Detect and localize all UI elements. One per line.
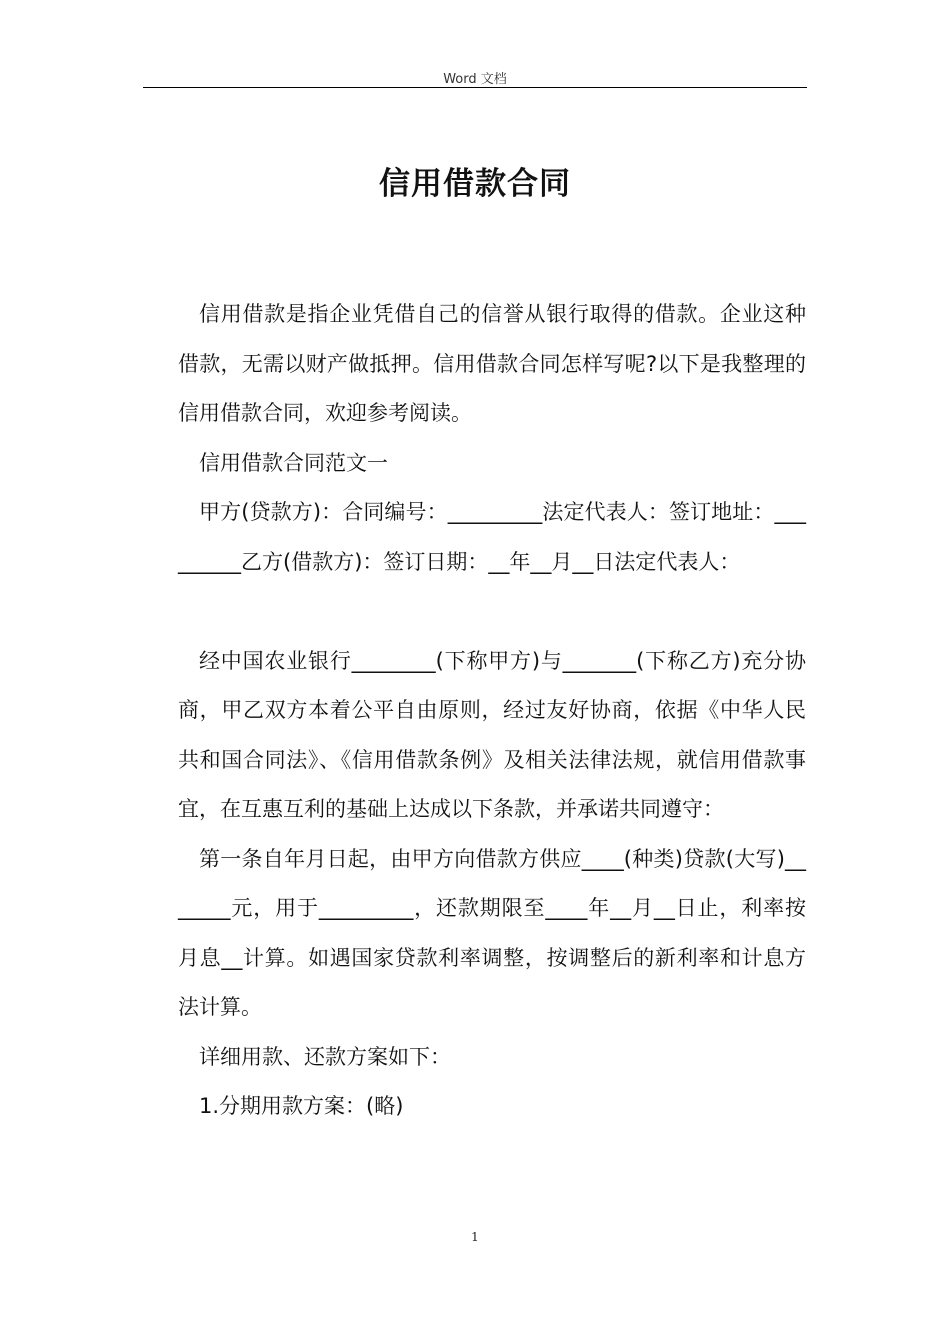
intro-paragraph: 信用借款是指企业凭借自己的信誉从银行取得的借款。企业这种借款，无需以财产做抵押。信用借款合同怎样写呢?以下是我整理的信用借款合同，欢迎参考阅读。 xyxy=(178,302,806,425)
article-one-paragraph: 第一条自年月日起，由甲方向借款方供应____(种类)贷款(大写)_______元，用于_________，还款期限至____年__月__日止，利率按月息__计算。如遇国家贷款利率调整，按调整后的新利率和计息方法计算。 xyxy=(178,846,806,1019)
document-title: 信用借款合同 xyxy=(379,166,571,202)
preamble-paragraph: 经中国农业银行________(下称甲方)与_______(下称乙方)充分协商，甲乙双方本着公平自由原则，经过友好协商，依据《中华人民共和国合同法》、《信用借款条例》及相关法律法规，就信用借款事宜，在互惠互利的基础上达成以下条款，并承诺共同遵守： xyxy=(178,648,806,821)
header-divider xyxy=(143,87,807,88)
document-body xyxy=(178,290,806,1132)
section-heading: 信用借款合同范文一 xyxy=(199,450,388,475)
page-number: 1 xyxy=(471,1230,479,1244)
plan-heading: 详细用款、还款方案如下： xyxy=(199,1044,451,1069)
parties-paragraph: 甲方(贷款方)：合同编号：_________法定代表人：签订地址：_________乙方(借款方)：签订日期：__年__月__日法定代表人： xyxy=(178,500,806,574)
header-label: Word 文档 xyxy=(443,72,507,87)
blank-line xyxy=(178,587,806,637)
plan-item: 1.分期用款方案：(略) xyxy=(199,1094,404,1118)
